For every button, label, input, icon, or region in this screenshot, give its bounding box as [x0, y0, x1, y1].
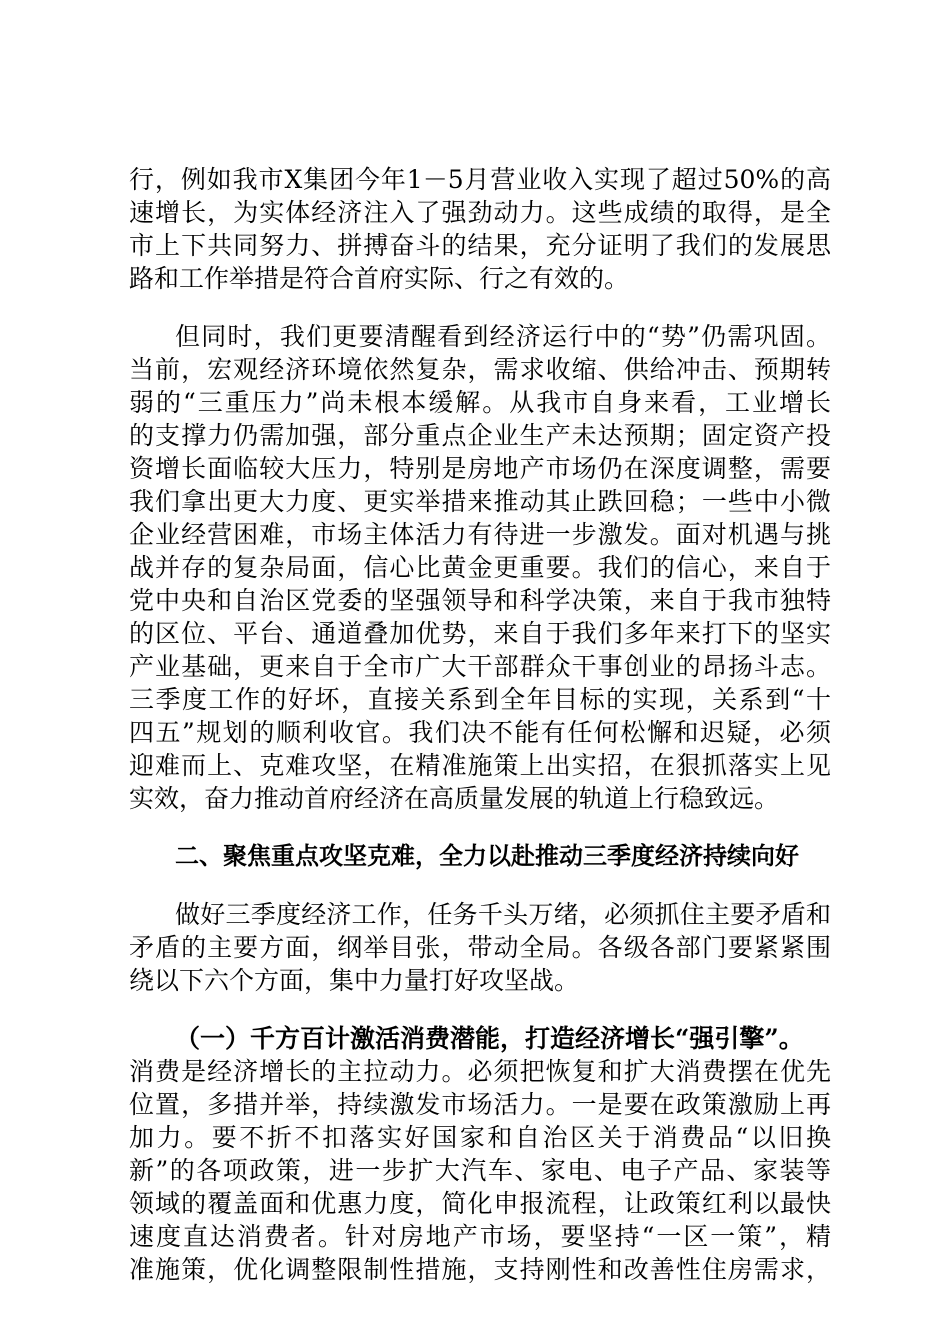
paragraph-line: 三季度工作的好坏，直接关系到全年目标的实现，关系到“十 [129, 685, 831, 714]
paragraph-line: 迎难而上、克难攻坚，在精准施策上出实招，在狠抓落实上见 [129, 751, 831, 780]
paragraph-line: 位置，多措并举，持续激发市场活力。一是要在政策激励上再 [129, 1090, 831, 1119]
paragraph-line: 的区位、平台、通道叠加优势，来自于我们多年来打下的坚实 [129, 619, 831, 648]
paragraph-line: 消费是经济增长的主拉动力。必须把恢复和扩大消费摆在优先 [129, 1057, 831, 1086]
paragraph-line: 弱的“三重压力”尚未根本缓解。从我市自身来看，工业增长 [129, 388, 831, 417]
paragraph-line: 资增长面临较大压力，特别是房地产市场仍在深度调整，需要 [129, 454, 831, 483]
paragraph-2 [129, 320, 831, 815]
paragraph-line: 矛盾的主要方面，纲举目张，带动全局。各级各部门要紧紧围 [129, 933, 831, 962]
paragraph-line: 准施策，优化调整限制性措施，支持刚性和改善性住房需求， [129, 1255, 831, 1284]
paragraph-line: 领域的覆盖面和优惠力度，简化申报流程，让政策红利以最快 [129, 1189, 831, 1218]
section-heading: 二、聚焦重点攻坚克难，全力以赴推动三季度经济持续向好 [175, 842, 799, 870]
paragraph-line: 战并存的复杂局面，信心比黄金更重要。我们的信心，来自于 [129, 553, 831, 582]
paragraph-line: 加力。要不折不扣落实好国家和自治区关于消费品“以旧换 [129, 1123, 831, 1152]
paragraph-line: 企业经营困难，市场主体活力有待进一步激发。面对机遇与挑 [129, 520, 831, 549]
paragraph-line: 但同时，我们更要清醒看到经济运行中的“势”仍需巩固。 [175, 322, 831, 351]
paragraph-line: 我们拿出更大力度、更实举措来推动其止跌回稳；一些中小微 [129, 487, 831, 516]
paragraph-line: 新”的各项政策，进一步扩大汽车、家电、电子产品、家装等 [129, 1156, 831, 1185]
paragraph-1 [129, 163, 831, 295]
paragraph-line: 行，例如我市X集团今年1－5月营业收入实现了超过50%的高 [129, 165, 831, 194]
paragraph-line: 四五”规划的顺利收官。我们决不能有任何松懈和迟疑，必须 [129, 718, 831, 747]
paragraph-line: 路和工作举措是符合首府实际、行之有效的。 [129, 264, 630, 293]
document-page [129, 163, 831, 1286]
paragraph-line: 党中央和自治区党委的坚强领导和科学决策，来自于我市独特 [129, 586, 831, 615]
paragraph-line: 产业基础，更来自于全市广大干部群众干事创业的昂扬斗志。 [129, 652, 831, 681]
paragraph-3 [129, 898, 831, 997]
paragraph-line: 绕以下六个方面，集中力量打好攻坚战。 [129, 966, 580, 995]
section-heading-wrap [129, 840, 831, 873]
paragraph-line: 当前，宏观经济环境依然复杂，需求收缩、供给冲击、预期转 [129, 355, 831, 384]
paragraph-line: 速度直达消费者。针对房地产市场，要坚持“一区一策”，精 [129, 1222, 831, 1251]
paragraph-line: 实效，奋力推动首府经济在高质量发展的轨道上行稳致远。 [129, 784, 780, 813]
paragraph-4 [129, 1022, 831, 1286]
paragraph-line: 做好三季度经济工作，任务千头万绪，必须抓住主要矛盾和 [175, 900, 831, 929]
paragraph-line: 速增长，为实体经济注入了强劲动力。这些成绩的取得，是全 [129, 198, 831, 227]
subsection-heading: （一）千方百计激活消费潜能，打造经济增长“强引擎”。 [175, 1024, 804, 1053]
paragraph-line: 的支撑力仍需加强，部分重点企业生产未达预期；固定资产投 [129, 421, 831, 450]
paragraph-line: 市上下共同努力、拼搏奋斗的结果，充分证明了我们的发展思 [129, 231, 831, 260]
